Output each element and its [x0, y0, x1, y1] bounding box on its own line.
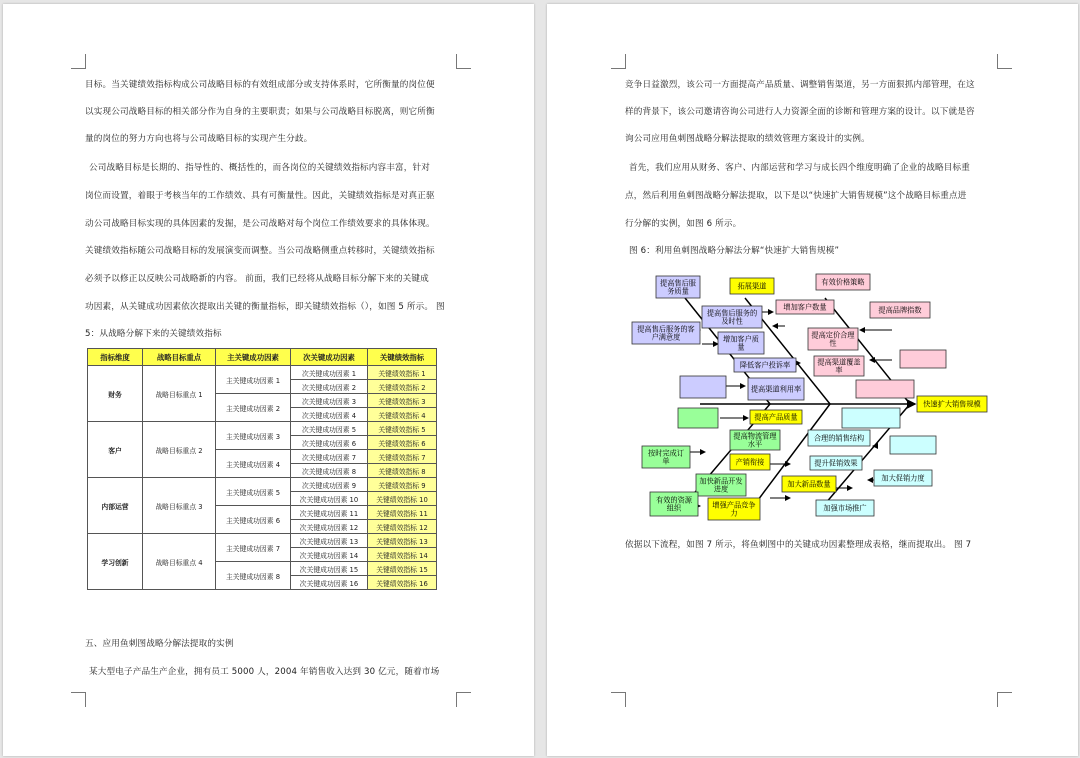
paragraph-line: 必须予以修正以反映公司战略新的内容。 前面，我们已经将从战略目标分解下来的关键成	[85, 274, 429, 284]
kpi-cell: 关键绩效指标 2	[368, 380, 437, 394]
sub-factor-cell: 次关键成功因素 8	[291, 464, 368, 478]
paragraph-line: 样的背景下，该公司邀请咨询公司进行人力资源全面的诊断和管理方案的设计。以下就是咨	[625, 107, 975, 117]
main-factor-cell: 主关键成功因素 2	[216, 394, 291, 422]
dimension-cell: 内部运营	[88, 478, 143, 534]
fishbone-box-label: 加快新品开发进度	[699, 476, 743, 494]
table-header: 指标维度	[88, 349, 143, 366]
kpi-cell: 关键绩效指标 1	[368, 366, 437, 380]
sub-factor-cell: 次关键成功因素 6	[291, 436, 368, 450]
sub-factor-cell: 次关键成功因素 9	[291, 478, 368, 492]
focus-cell: 战略目标重点 4	[143, 534, 216, 590]
crop-mark-top-right	[997, 54, 1012, 69]
focus-cell: 战略目标重点 2	[143, 422, 216, 478]
sub-factor-cell: 次关键成功因素 1	[291, 366, 368, 380]
dimension-cell: 客户	[88, 422, 143, 478]
fishbone-box	[748, 378, 804, 400]
fishbone-box	[708, 498, 760, 520]
paragraph-line: 点，然后利用鱼刺图战略分解法提取，以下是以“快速扩大销售规模”这个战略目标重点进	[625, 191, 967, 201]
sub-factor-cell: 次关键成功因素 10	[291, 492, 368, 506]
figure-caption: 图 6：利用鱼刺图战略分解法分解“快速扩大销售规模”	[629, 246, 840, 256]
sub-factor-cell: 次关键成功因素 3	[291, 394, 368, 408]
fishbone-box-label: 提高物流管理水平	[733, 431, 777, 449]
main-factor-cell: 主关键成功因素 3	[216, 422, 291, 450]
fishbone-empty-box	[680, 376, 726, 398]
fishbone-box	[816, 500, 874, 516]
main-factor-cell: 主关键成功因素 5	[216, 478, 291, 506]
kpi-cell: 关键绩效指标 3	[368, 394, 437, 408]
fishbone-box	[734, 358, 796, 372]
paragraph-line: 竞争日益激烈，该公司一方面提高产品质量、调整销售渠道，另一方面狠抓内部管理，在这	[625, 80, 975, 90]
paragraph-line: 功因素，从关键成功因素依次提取出关键的衡量指标，即关键绩效指标（），如图 5 所示。 图	[85, 302, 445, 312]
fishbone-box	[696, 474, 746, 496]
fishbone-empty-box	[890, 436, 936, 454]
paragraph-line: 某大型电子产品生产企业，拥有员工 5000 人，2004 年销售收入达到 30 亿元，随着市场	[89, 667, 440, 677]
fishbone-box-label: 提高渠道利用率	[750, 384, 802, 394]
crop-mark-bottom-left	[71, 692, 86, 707]
table-row	[88, 422, 437, 436]
fishbone-box-label: 加大新品数量	[787, 479, 831, 489]
fishbone-empty-box	[842, 408, 900, 428]
main-factor-cell: 主关键成功因素 1	[216, 366, 291, 394]
fishbone-box-label: 提高售后服务质量	[660, 278, 696, 296]
fishbone-box-label: 提升促销效果	[814, 458, 858, 468]
fishbone-box-label: 提高定价合理性	[811, 330, 855, 348]
fishbone-box	[730, 278, 774, 294]
paragraph-line: 首先，我们应用从财务、客户、内部运营和学习与成长四个维度明确了企业的战略目标重	[629, 163, 971, 173]
sub-factor-cell: 次关键成功因素 11	[291, 506, 368, 520]
main-factor-cell: 主关键成功因素 4	[216, 450, 291, 478]
fishbone-box-label: 提高售后服务的客户满意度	[637, 324, 695, 342]
fishbone-box	[814, 356, 864, 376]
paragraph-line: 询公司应用鱼刺图战略分解法提取的绩效管理方案设计的实例。	[625, 134, 870, 144]
sub-factor-cell: 次关键成功因素 14	[291, 548, 368, 562]
main-factor-cell: 主关键成功因素 7	[216, 534, 291, 562]
sub-factor-cell: 次关键成功因素 4	[291, 408, 368, 422]
fishbone-box-label: 降低客户投诉率	[739, 360, 791, 370]
document-page-left	[3, 4, 534, 756]
fishbone-diagram	[630, 268, 1000, 528]
fishbone-box	[730, 454, 770, 470]
kpi-cell: 关键绩效指标 7	[368, 450, 437, 464]
fishbone-box	[730, 430, 780, 450]
fishbone-box	[816, 274, 870, 290]
fishbone-box	[782, 476, 836, 492]
sub-factor-cell: 次关键成功因素 5	[291, 422, 368, 436]
kpi-cell: 关键绩效指标 15	[368, 562, 437, 576]
kpi-cell: 关键绩效指标 10	[368, 492, 437, 506]
fishbone-box-label: 提高售后服务的及时性	[706, 308, 758, 326]
table-header: 战略目标重点	[143, 349, 216, 366]
kpi-cell: 关键绩效指标 8	[368, 464, 437, 478]
fishbone-box	[750, 410, 802, 424]
section-heading: 五、应用鱼刺图战略分解法提取的实例	[85, 639, 234, 649]
fishbone-empty-box	[900, 350, 946, 368]
sub-factor-cell: 次关键成功因素 2	[291, 380, 368, 394]
figure-caption: 5：从战略分解下来的关键绩效指标	[85, 329, 222, 339]
kpi-cell: 关键绩效指标 12	[368, 520, 437, 534]
kpi-cell: 关键绩效指标 4	[368, 408, 437, 422]
fishbone-box-label: 加大促销力度	[881, 473, 925, 483]
paragraph-line: 行分解的实例，如图 6 所示。	[625, 219, 742, 229]
main-factor-cell: 主关键成功因素 6	[216, 506, 291, 534]
sub-factor-cell: 次关键成功因素 15	[291, 562, 368, 576]
fishbone-box	[650, 492, 698, 516]
main-factor-cell: 主关键成功因素 8	[216, 562, 291, 590]
fishbone-box-label: 提高产品质量	[754, 412, 798, 422]
kpi-cell: 关键绩效指标 14	[368, 548, 437, 562]
fishbone-box-label: 加强市场推广	[823, 503, 867, 513]
focus-cell: 战略目标重点 3	[143, 478, 216, 534]
kpi-cell: 关键绩效指标 9	[368, 478, 437, 492]
table-header: 次关键成功因素	[291, 349, 368, 366]
fishbone-box	[810, 456, 862, 470]
fishbone-box-label: 按时完成订单	[648, 448, 684, 466]
sub-factor-cell: 次关键成功因素 16	[291, 576, 368, 590]
fishbone-box	[642, 446, 690, 468]
fishbone-box-label: 产销衔接	[735, 457, 765, 467]
paragraph-line: 关键绩效指标随公司战略目标的发展演变而调整。当公司战略侧重点转移时，关键绩效指标	[85, 246, 435, 256]
fishbone-box	[808, 328, 858, 350]
focus-cell: 战略目标重点 1	[143, 366, 216, 422]
paragraph-line: 动公司战略目标实现的具体因素的发掘，是公司战略对每个岗位工作绩效要求的具体体现。	[85, 219, 435, 229]
fishbone-box-label: 有效的资源组织	[656, 495, 692, 513]
fishbone-box-label: 快速扩大销售规模	[923, 399, 981, 409]
fishbone-box	[874, 470, 932, 486]
paragraph-line: 量的岗位的努力方向也将与公司战略目标的实现产生分歧。	[85, 134, 313, 144]
fishbone-box-label: 拓展渠道	[737, 281, 767, 291]
paragraph-line: 公司战略目标是长期的、指导性的、概括性的，而各岗位的关键绩效指标内容丰富，针对	[89, 163, 431, 173]
crop-mark-bottom-right	[997, 692, 1012, 707]
crop-mark-top-left	[611, 54, 626, 69]
paragraph-line: 岗位而设置，着眼于考核当年的工作绩效、具有可衡量性。因此，关键绩效指标是对真正驱	[85, 191, 435, 201]
table-row	[88, 534, 437, 548]
crop-mark-bottom-right	[456, 692, 471, 707]
fishbone-box	[870, 302, 930, 318]
fishbone-box	[632, 322, 700, 344]
fishbone-box	[808, 430, 870, 446]
fishbone-box	[656, 276, 700, 298]
fishbone-empty-box	[856, 380, 914, 398]
fishbone-box	[702, 306, 762, 328]
table-header: 关键绩效指标	[368, 349, 437, 366]
fishbone-box-label: 增加客户质量	[723, 334, 759, 352]
fishbone-box-label: 增加客户数量	[783, 302, 827, 312]
crop-mark-top-left	[71, 54, 86, 69]
paragraph-line: 目标。当关键绩效指标构成公司战略目标的有效组成部分或支持体系时，它所衡量的岗位便	[85, 80, 435, 90]
crop-mark-top-right	[456, 54, 471, 69]
dimension-cell: 学习创新	[88, 534, 143, 590]
crop-mark-bottom-left	[611, 692, 626, 707]
fishbone-box-label: 提高品牌指数	[878, 305, 922, 315]
table-row	[88, 478, 437, 492]
paragraph-line: 依据以下流程，如图 7 所示，将鱼刺图中的关键成功因素整理成表格，继而提取出。 图 7	[625, 540, 972, 550]
fishbone-box	[917, 396, 987, 412]
kpi-cell: 关键绩效指标 11	[368, 506, 437, 520]
sub-factor-cell: 次关键成功因素 12	[291, 520, 368, 534]
kpi-table	[87, 348, 437, 590]
table-row	[88, 366, 437, 380]
fishbone-box-label: 增强产品竞争力	[712, 500, 756, 518]
fishbone-box-label: 有效价格策略	[821, 277, 865, 287]
fishbone-box-label: 提高渠道覆盖率	[817, 357, 861, 375]
kpi-cell: 关键绩效指标 13	[368, 534, 437, 548]
kpi-cell: 关键绩效指标 5	[368, 422, 437, 436]
kpi-cell: 关键绩效指标 16	[368, 576, 437, 590]
fishbone-box	[776, 300, 834, 314]
sub-factor-cell: 次关键成功因素 13	[291, 534, 368, 548]
fishbone-box-label: 合理的销售结构	[813, 433, 865, 443]
table-header: 主关键成功因素	[216, 349, 291, 366]
paragraph-line: 以实现公司战略目标的相关部分作为自身的主要职责；如果与公司战略目标脱离，则它所衡	[85, 107, 435, 117]
fishbone-box	[718, 332, 764, 354]
fishbone-empty-box	[678, 408, 718, 428]
kpi-cell: 关键绩效指标 6	[368, 436, 437, 450]
sub-factor-cell: 次关键成功因素 7	[291, 450, 368, 464]
dimension-cell: 财务	[88, 366, 143, 422]
